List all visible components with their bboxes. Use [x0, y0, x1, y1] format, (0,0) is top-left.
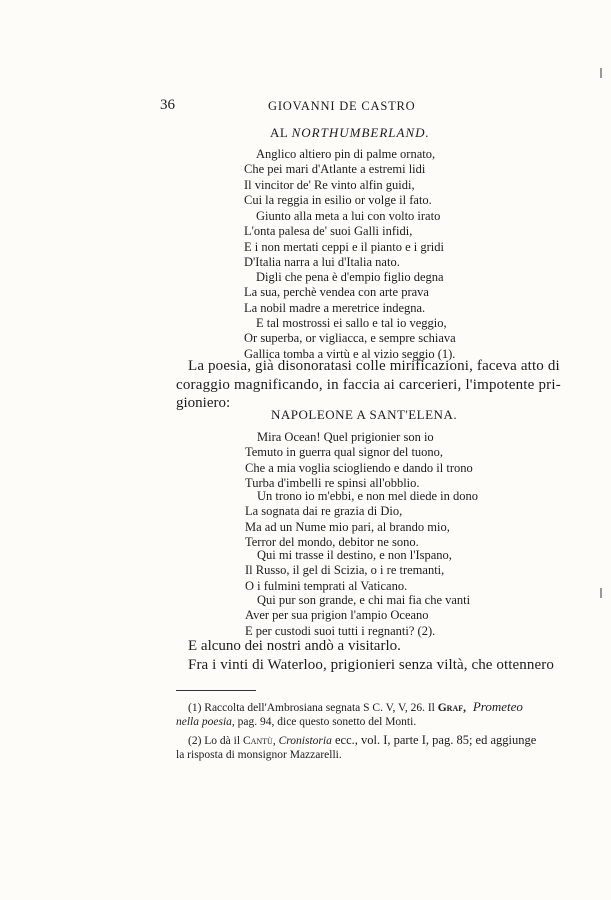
verse-line: Il vincitor de' Re vinto alfin guidi, — [244, 177, 415, 192]
verse-line: Qui pur son grande, e chi mai fia che vanti — [257, 593, 471, 607]
verse-line: E tal mostrossi ei sallo e tal io veggio, — [256, 316, 447, 330]
verse-line: Digli che pena è d'empio figlio degna — [256, 270, 444, 284]
footnote-2-cont: la risposta di monsignor Mazzarelli. — [176, 749, 342, 761]
verse-line: E i non mertati ceppi e il pianto e i gridi — [244, 239, 444, 254]
prose-line: gioniero: — [176, 395, 231, 411]
poem-title-prefix: AL — [270, 125, 288, 140]
verse-line: La sua, perchè vendea con arte prava — [244, 285, 429, 300]
stanza — [245, 430, 473, 491]
stanza — [245, 593, 470, 639]
verse-line: La nobil madre a meretrice indegna. — [244, 300, 426, 315]
verse-line: Anglico altiero pin di palme ornato, — [256, 147, 436, 161]
verse-line: Giunto alla meta a lui con volto irato — [256, 209, 441, 223]
footnote-work: Prometeo — [472, 699, 523, 714]
verse-line: La sognata dai re grazia di Dio, — [245, 504, 403, 519]
prose-line: coraggio magnificando, in faccia ai carcerieri, l'impotente pri- — [176, 376, 561, 393]
scan-mark — [600, 68, 602, 78]
footnote-work: nella poesia, — [176, 716, 235, 728]
prose-line: Fra i vinti di Waterloo, prigionieri senza viltà, che ottennero — [188, 656, 554, 673]
prose-line: E alcuno dei nostri andò a visitarlo. — [188, 638, 401, 654]
verse-line: Or superba, or vigliacca, e sempre schiava — [244, 331, 456, 346]
verse-line: Temuto in guerra qual signor del tuono, — [245, 445, 444, 460]
verse-line: Gallica tomba a virtù e al vizio seggio (1). — [244, 346, 456, 361]
verse-line: L'onta palesa de' suoi Galli infidi, — [244, 224, 413, 239]
poem-title-name: NORTHUMBERLAND. — [291, 125, 430, 140]
footnote-text: (1) Raccolta dell'Ambrosiana segnata S C. V, V, 26. Il — [188, 702, 435, 714]
verse-line: Il Russo, il gel di Scizia, o i re tremanti, — [245, 563, 445, 578]
verse-line: O i fulmini temprati al Vaticano. — [245, 578, 408, 593]
prose-line: La poesia, già disonoratasi colle mirificazioni, faceva atto di — [188, 358, 560, 374]
stanza — [245, 548, 452, 594]
verse-line: Mira Ocean! Quel prigionier son io — [257, 430, 434, 444]
footnote-text: pag. 94, dice questo sonetto del Monti. — [234, 716, 417, 728]
stanza — [245, 489, 478, 550]
verse-line: Che pei mari d'Atlante a estremi lidi — [244, 162, 426, 177]
footnote-work: Cronistoria — [278, 735, 332, 747]
footnote-rule — [176, 690, 256, 691]
footnotes — [176, 700, 536, 762]
stanza — [244, 316, 456, 362]
footnote-text: (2) Lo dà il — [188, 735, 241, 747]
page-number: 36 — [160, 97, 175, 113]
running-title: GIOVANNI DE CASTRO — [268, 99, 416, 113]
verse-line: Un trono io m'ebbi, e non mel diede in dono — [257, 489, 478, 503]
verse-line: Qui mi trasse il destino, e non l'Ispano, — [257, 548, 452, 562]
poem-title — [270, 125, 430, 141]
verse-line: Cui la reggia in esilio or volge il fato. — [244, 192, 432, 207]
footnote-author: Graf, — [437, 702, 466, 714]
verse-line: Terror del mondo, debitor ne sono. — [245, 534, 419, 549]
verse-line: Ma ad un Nume mio pari, al brando mio, — [245, 519, 450, 534]
verse-line: Aver per sua prigion l'ampio Oceano — [245, 608, 429, 623]
footnote-1-cont — [176, 715, 536, 729]
verse-line: D'Italia narra a lui d'Italia nato. — [244, 254, 400, 269]
verse-line: Turba d'imbelli re spinsi all'obblio. — [245, 475, 420, 490]
paragraph — [176, 637, 554, 674]
verse-line: E per custodi suoi tutti i regnanti? (2). — [245, 623, 436, 638]
stanza — [244, 270, 444, 316]
footnote-text: ecc., vol. I, parte I, pag. 85; ed aggiunge — [331, 733, 537, 747]
footnote-1 — [176, 700, 536, 715]
paragraph — [176, 357, 561, 413]
verse-line: Che a mia voglia sciogliendo e dando il trono — [245, 460, 473, 475]
scan-mark — [600, 588, 602, 598]
footnote-author: Cantù, — [242, 735, 276, 747]
poem-title: NAPOLEONE A SANT'ELENA. — [271, 407, 458, 422]
stanza — [244, 147, 435, 208]
footnote-2 — [176, 733, 536, 748]
stanza — [244, 209, 444, 270]
